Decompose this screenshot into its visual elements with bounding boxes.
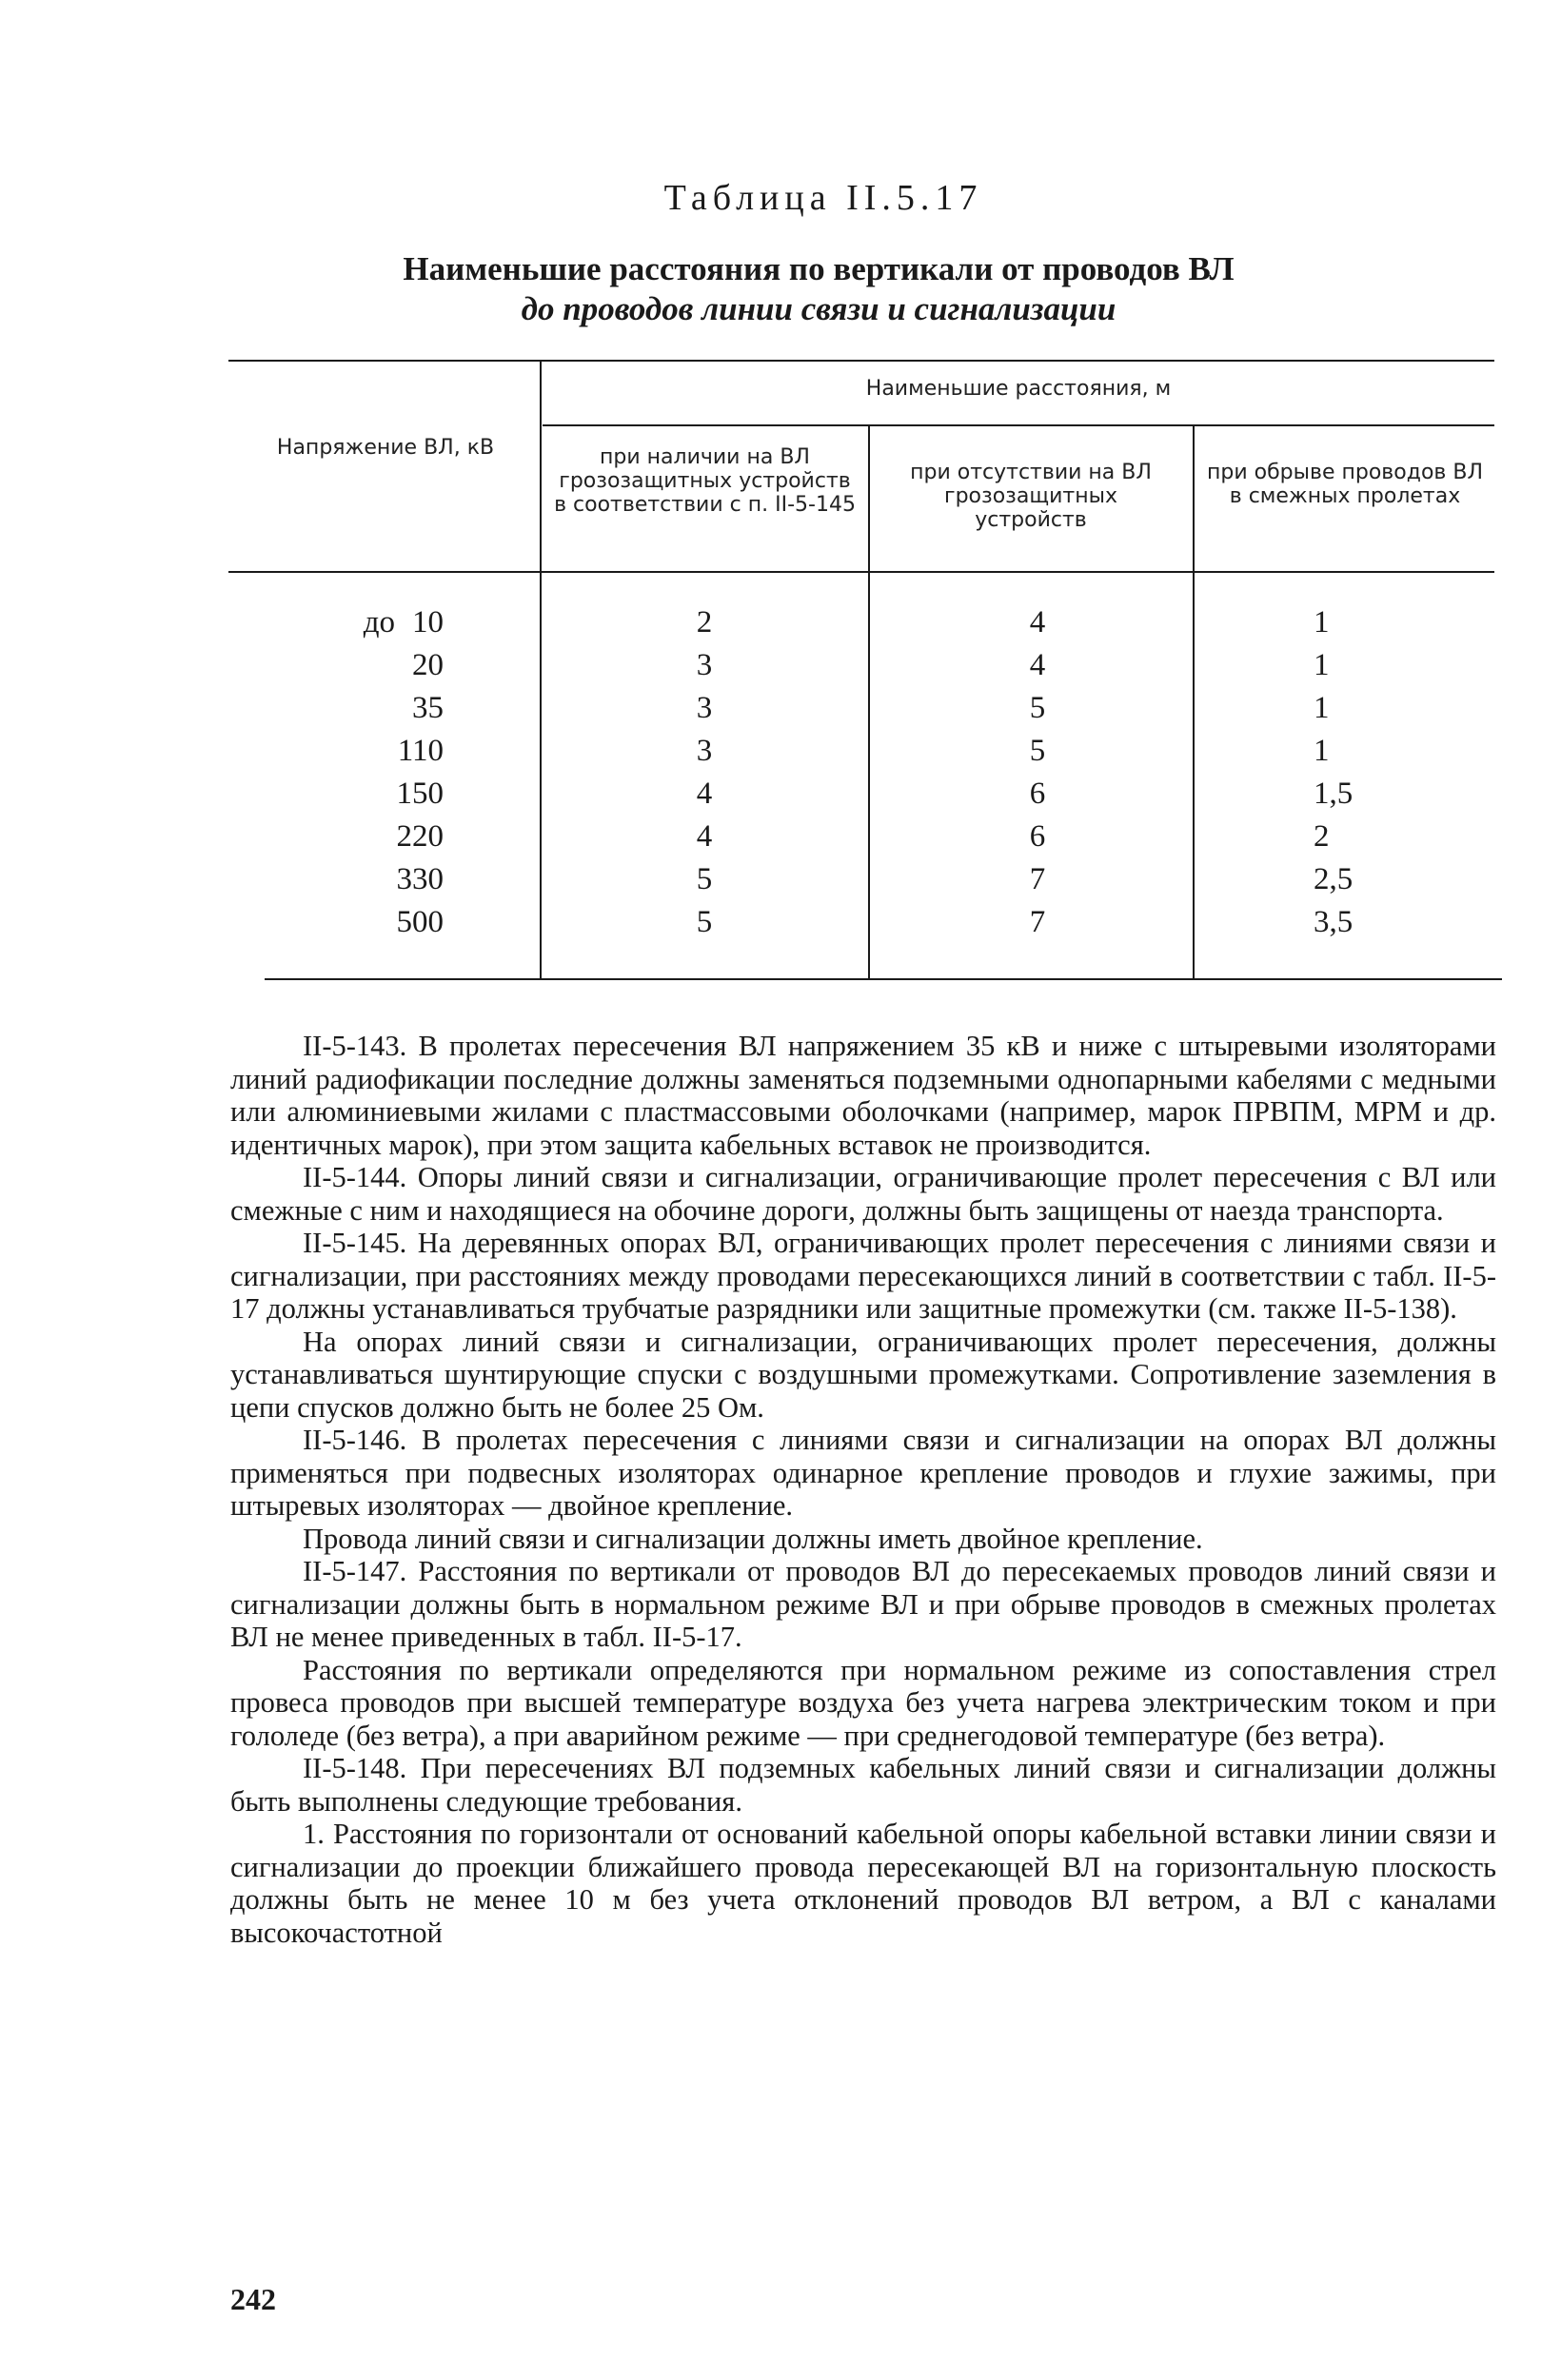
cell-with-protection: 5	[696, 862, 713, 896]
paragraph: Провода линий связи и сигнализации должны иметь двойное крепление.	[303, 1522, 1203, 1555]
body-text	[230, 1030, 1496, 1949]
cell-voltage	[286, 858, 444, 901]
cell-wire-break: 1,5	[1314, 777, 1354, 811]
cell-wire-break: 1	[1314, 648, 1330, 682]
cell-with-protection: 4	[696, 777, 713, 811]
cell-without-protection: 7	[1029, 862, 1046, 896]
cell-wire-break: 2	[1314, 819, 1330, 854]
header-col-b: при отсутствии на ВЛ грозозащитных устройств	[910, 461, 1152, 532]
table-top-rule	[228, 360, 1494, 362]
header-voltage: Напряжение ВЛ, кВ	[276, 436, 495, 460]
table-label: Таблица II.5.17	[663, 178, 983, 218]
voltage-value: 150	[396, 777, 444, 811]
column-divider-2	[868, 426, 870, 978]
voltage-value: 35	[412, 691, 444, 725]
cell-without-protection: 4	[1029, 648, 1046, 682]
voltage-prefix: до	[363, 605, 395, 639]
header-bottom-rule	[228, 571, 1494, 573]
paragraph: II-5-145. На деревянных опорах ВЛ, ограничивающих пролет пересечения с линиями связи и сигнализации, при расстояниях между проводами пересекающихся линий в соответствии с табл. II-5-17 должны устанавливаться трубчатые разрядники или защитные промежутки (см. также II-5-138).	[230, 1227, 1496, 1325]
cell-without-protection: 4	[1029, 605, 1046, 639]
cell-voltage	[286, 730, 444, 773]
cell-without-protection: 5	[1029, 734, 1046, 768]
cell-voltage	[286, 816, 444, 858]
cell-with-protection: 2	[696, 605, 713, 639]
paragraph: На опорах линий связи и сигнализации, ограничивающих пролет пересечения, должны устанавливаться шунтирующие спуски с воздушными промежутками. Сопротивление заземления в цепи спусков должно быть не более 25 Ом.	[230, 1325, 1496, 1424]
cell-with-protection: 5	[696, 905, 713, 939]
column-divider-1	[540, 362, 542, 978]
cell-with-protection: 3	[696, 691, 713, 725]
cell-with-protection: 3	[696, 648, 713, 682]
cell-voltage	[286, 644, 444, 687]
cell-wire-break: 1	[1314, 691, 1330, 725]
voltage-value: 10	[412, 605, 444, 639]
table-title	[219, 249, 1418, 329]
cell-voltage	[286, 773, 444, 816]
cell-without-protection: 7	[1029, 905, 1046, 939]
cell-with-protection: 4	[696, 819, 713, 854]
header-col-a: при наличии на ВЛ грозозащитных устройств в соответствии с п. II-5-145	[554, 445, 856, 517]
table-title-line-1: Наименьшие расстояния по вертикали от проводов ВЛ	[403, 250, 1235, 287]
cell-wire-break: 2,5	[1314, 862, 1354, 896]
column-divider-3	[1193, 426, 1195, 978]
voltage-value: 330	[396, 862, 444, 896]
page-number: 242	[230, 2282, 276, 2316]
paragraph: II-5-143. В пролетах пересечения ВЛ напряжением 35 кВ и ниже с штыревыми изоляторами линий радиофикации последние должны заменяться подземными однопарными кабелями с медными или алюминиевыми жилами с пластмассовыми оболочками (например, марок ПРВПМ, МРМ и др. идентичных марок), при этом защита кабельных вставок не производится.	[230, 1030, 1496, 1161]
cell-voltage	[286, 901, 444, 944]
cell-without-protection: 6	[1029, 819, 1046, 854]
cell-wire-break: 1	[1314, 605, 1330, 639]
cell-wire-break: 1	[1314, 734, 1330, 768]
cell-without-protection: 6	[1029, 777, 1046, 811]
paragraph: II-5-148. При пересечениях ВЛ подземных кабельных линий связи и сигнализации должны быть выполнены следующие требования.	[230, 1752, 1496, 1818]
paragraph: II-5-147. Расстояния по вертикали от проводов ВЛ до пересекаемых проводов линий связи и сигнализации должны быть в нормальном режиме ВЛ и при обрыве проводов в смежных пролетах ВЛ не менее приведенных в табл. II-5-17.	[230, 1555, 1496, 1653]
paragraph: Расстояния по вертикали определяются при нормальном режиме из сопоставления стрел провеса проводов при высшей температуре воздуха без учета нагрева электрическим током и при гололеде (без ветра), а при аварийном режиме — при среднегодовой температуре (без ветра).	[230, 1653, 1496, 1752]
cell-wire-break: 3,5	[1314, 905, 1354, 939]
cell-with-protection: 3	[696, 734, 713, 768]
table-bottom-rule	[265, 978, 1502, 980]
cell-without-protection: 5	[1029, 691, 1046, 725]
header-col-c: при обрыве проводов ВЛ в смежных пролетах	[1207, 461, 1483, 508]
voltage-value: 20	[412, 648, 444, 682]
table-title-line-2: до проводов линии связи и сигнализации	[521, 290, 1116, 327]
paragraph: II-5-144. Опоры линий связи и сигнализации, ограничивающие пролет пересечения с ВЛ или смежные с ним и находящиеся на обочине дороги, должны быть защищены от наезда транспорта.	[230, 1161, 1496, 1227]
voltage-value: 500	[396, 905, 444, 939]
voltage-value: 220	[396, 819, 444, 854]
paragraph: 1. Расстояния по горизонтали от оснований кабельной опоры кабельной вставки линии связи и сигнализации до проекции ближайшего провода пересекающей ВЛ на горизонтальную плоскость должны быть не менее 10 м без учета отклонений проводов ВЛ ветром, а ВЛ с каналами высокочастотной	[230, 1818, 1496, 1949]
paragraph: II-5-146. В пролетах пересечения с линиями связи и сигнализации на опорах ВЛ должны применяться при подвесных изоляторах одинарное крепление проводов и глухие зажимы, при штыревых изоляторах — двойное крепление.	[230, 1424, 1496, 1522]
header-group: Наименьшие расстояния, м	[865, 377, 1172, 401]
voltage-value: 110	[397, 734, 444, 768]
cell-voltage	[286, 601, 444, 644]
cell-voltage	[286, 687, 444, 730]
header-group-rule	[543, 424, 1494, 426]
